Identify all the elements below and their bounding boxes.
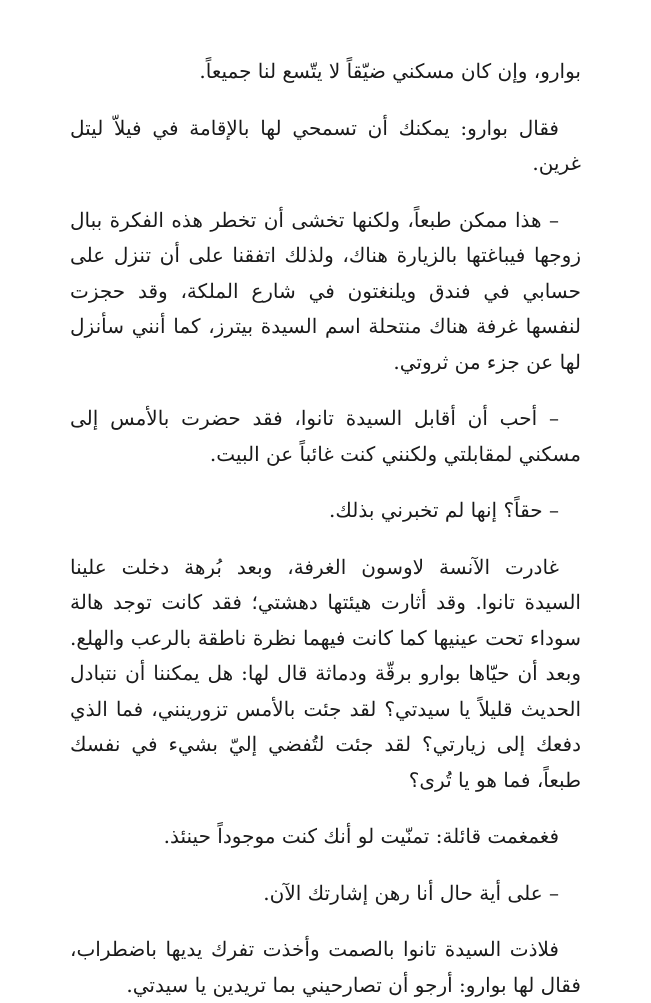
paragraph: فلاذت السيدة تانوا بالصمت وأخذت تفرك يديها باضطراب، فقال لها بوارو: أرجو أن تصارحيني بما تريدين يا سيدتي. bbox=[70, 937, 581, 997]
paragraph-dialogue: – على أية حال أنا رهن إشارتك الآن. bbox=[263, 880, 559, 905]
paragraph: فقال بوارو: يمكنك أن تسمحي لها بالإقامة في فيلاّ ليتل غرين. bbox=[70, 115, 581, 175]
paragraph-dialogue: – هذا ممكن طبعاً، ولكنها تخشى أن تخطر هذه الفكرة ببال زوجها فيباغتها بالزيارة هناك، ولذلك اتفقنا على أن تنزل على حسابي في فندق ويلنغتون في شارع الملكة، وقد حجزت لنفسها غرفة هناك منتحلة اسم السيدة بيترز، كما أنني سأنزل لها عن جزء من ثروتي. bbox=[70, 207, 581, 374]
paragraph: فغمغمت قائلة: تمنّيت لو أنك كنت موجوداً حينئذ. bbox=[163, 824, 559, 848]
paragraph-dialogue: – حقاً؟ إنها لم تخبرني بذلك. bbox=[329, 498, 559, 522]
paragraph-continuation: بوارو، وإن كان مسكني ضيّقاً لا يتّسع لنا جميعاً. bbox=[199, 59, 581, 83]
paragraph: غادرت الآنسة لاوسون الغرفة، وبعد بُرهة دخلت علينا السيدة تانوا. وقد أثارت هيئتها دهشتي؛ فقد كانت توجد هالة سوداء تحت عينيها كما كانت فيهما نظرة ناطقة بالرعب والهلع. وبعد أن حيّاها بوارو برقّة ودماثة قال لها: هل يمكننا أن نتبادل الحديث قليلاً يا سيدتي؟ لقد جئت بالأمس تزورينني، فما الذي دفعك إلى زيارتي؟ لقد جئت لتُفضي إليّ بشيء في نفسك طبعاً، فما هو يا تُرى؟ bbox=[70, 554, 581, 792]
paragraph-dialogue: – أحب أن أقابل السيدة تانوا، فقد حضرت بالأمس إلى مسكني لمقابلتي ولكنني كنت غائباً عن البيت. bbox=[70, 406, 581, 466]
